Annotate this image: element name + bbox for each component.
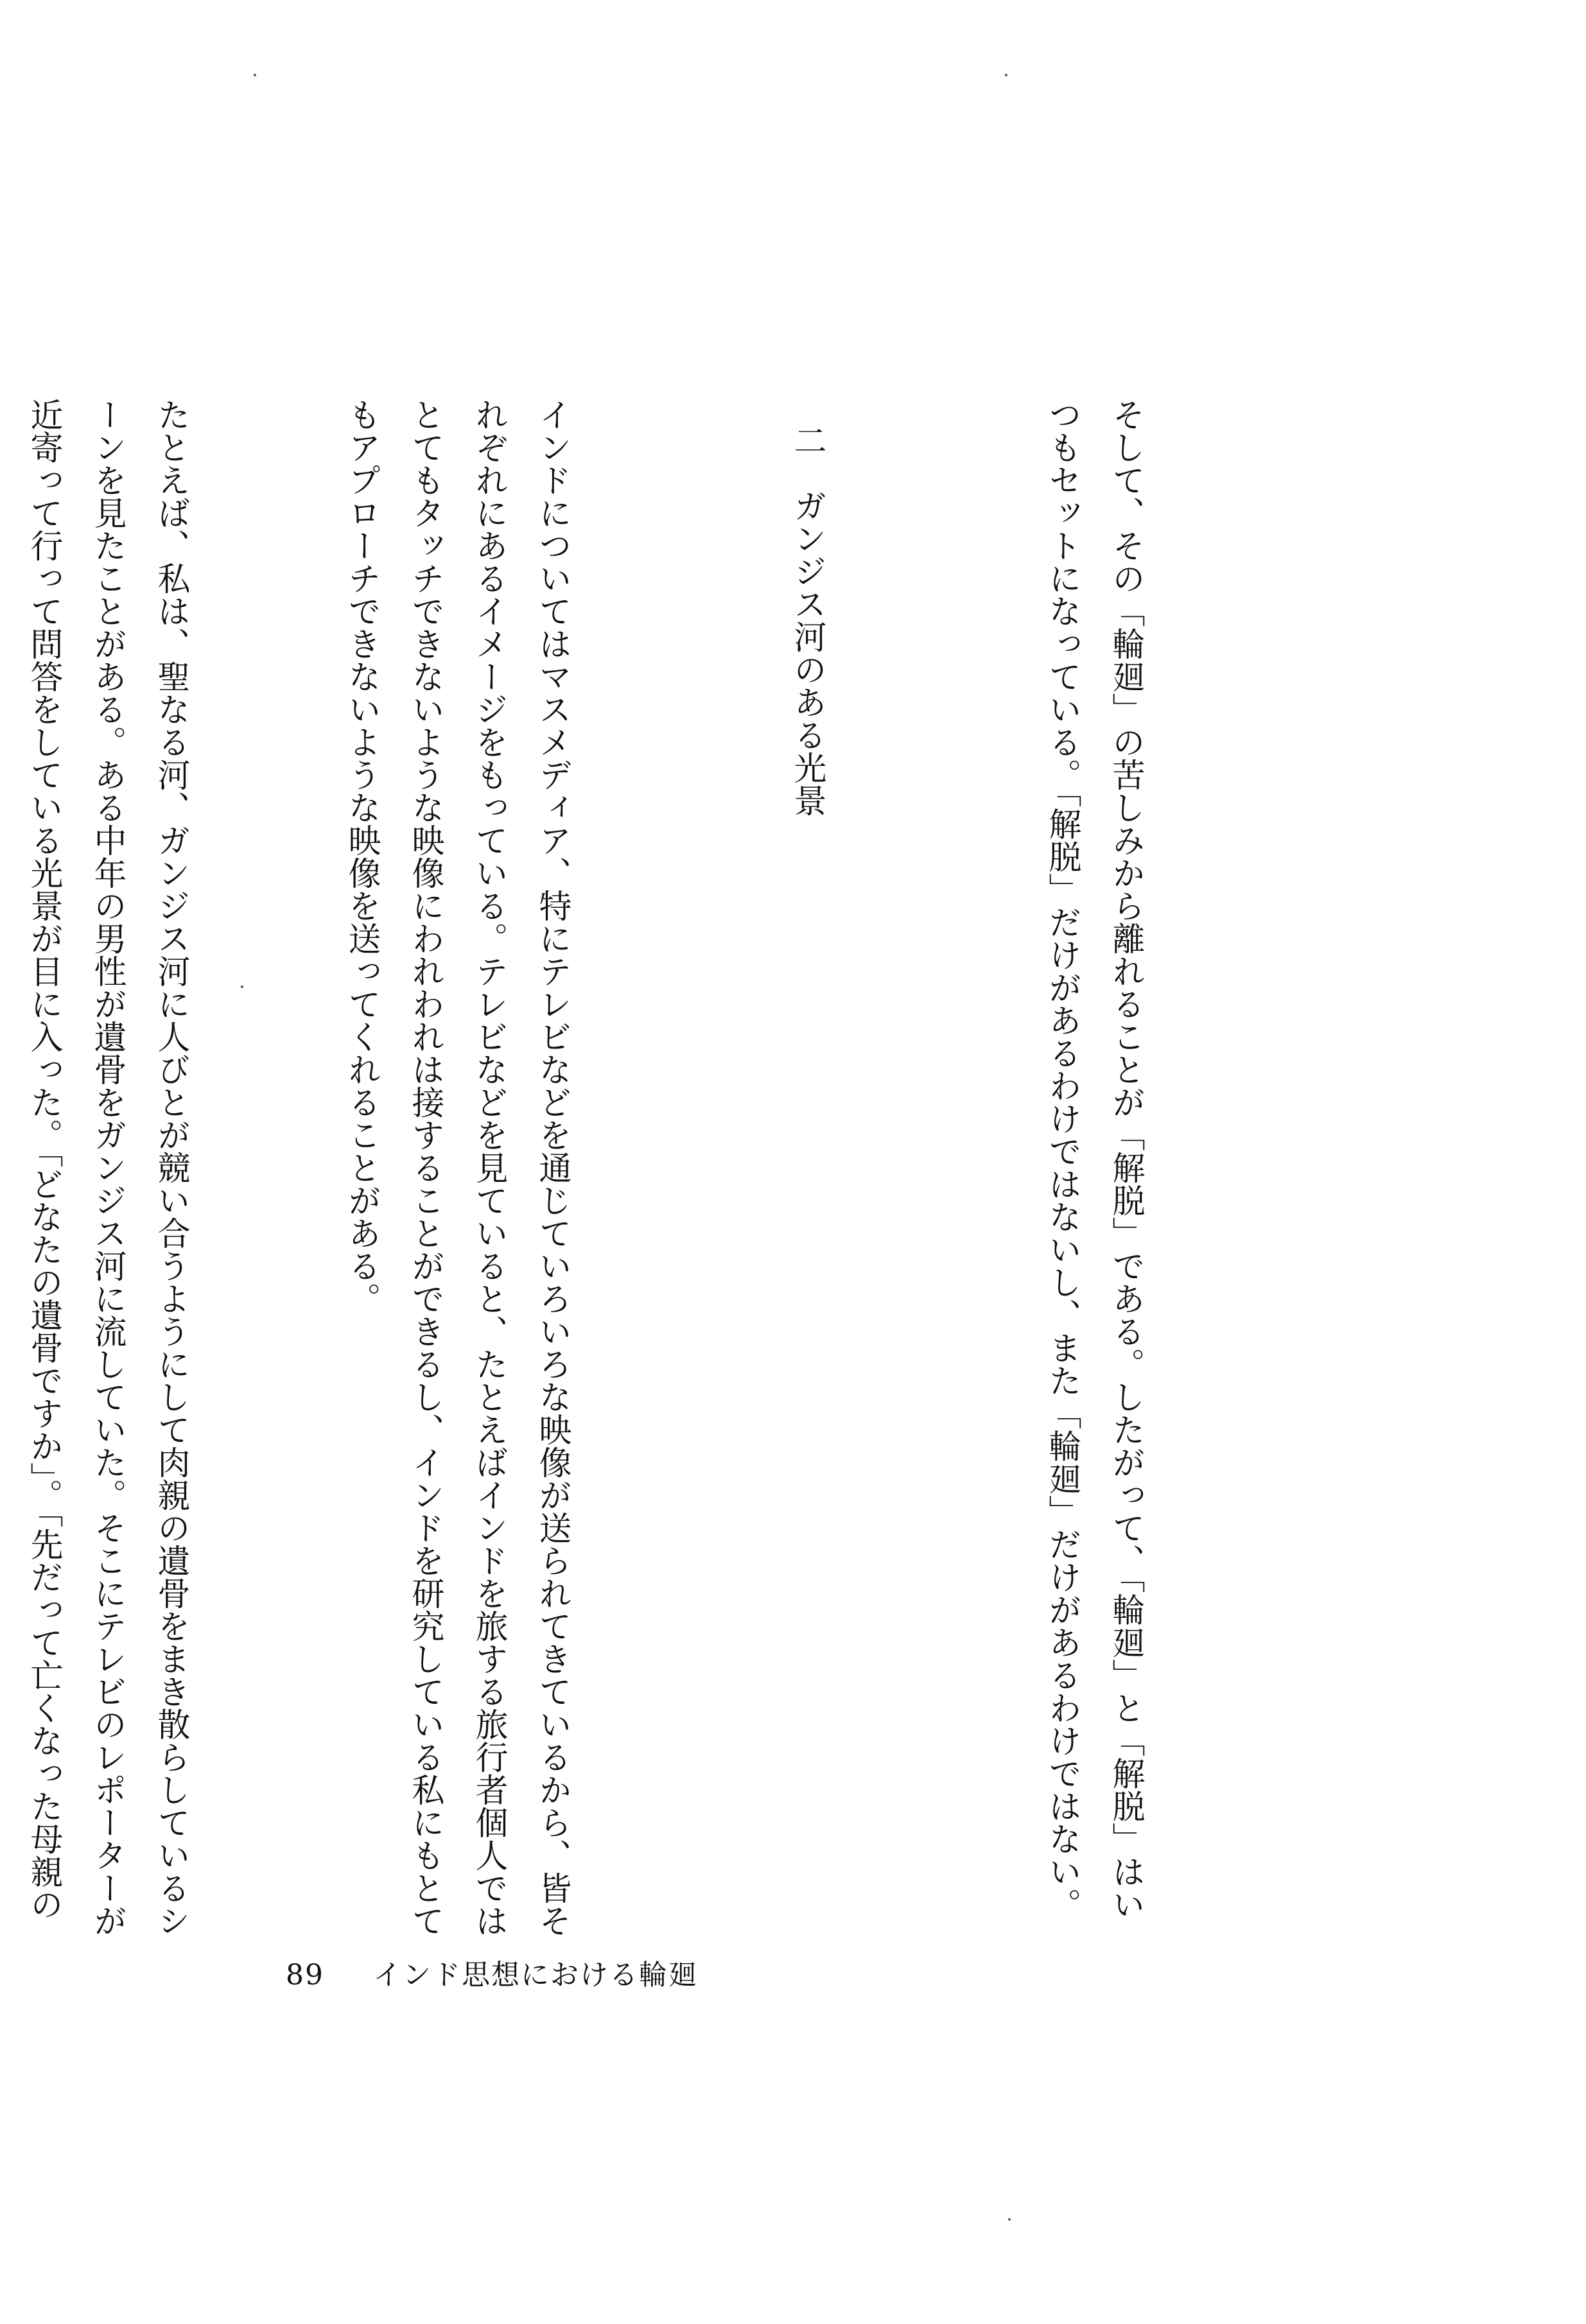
running-title: インド思想における輪廻 — [373, 1959, 698, 1991]
section-heading: 二 ガンジス河のある光景 — [788, 424, 826, 817]
page-footer — [286, 1952, 698, 1993]
scan-speck — [1005, 74, 1007, 76]
scan-speck — [1008, 2218, 1011, 2221]
scan-speck — [241, 985, 243, 988]
scan-speck — [254, 74, 256, 76]
paragraph-intro: そして、その「輪廻」の苦しみから離れることが「解脱」である。したがって、「輪廻」と「解脱」はいつもセットになっている。「解脱」だけがあるわけではないし、また「輪廻」だけがあるわけではない。 — [1043, 398, 1144, 1921]
paragraph-ganges-scene: たとえば、私は、聖なる河、ガンジス河に人びとが競い合うようにして肉親の遺骨をまき散らしているシーンを見たことがある。ある中年の男性が遺骨をガンジス河に流していた。そこにテレビのレポーターが近寄って行って問答をしている光景が目に入った。「どなたの遺骨ですか」。「先だって亡くなった母親の — [24, 398, 189, 1937]
vertical-text-block — [0, 398, 1284, 1939]
paragraph-mass-media: インドについてはマスメディア、特にテレビなどを通じていろいろな映像が送られてきているから、皆それぞれにあるイメージをもっている。テレビなどを見ていると、たとえばインドを旅する旅行者個人ではとてもタッチできないような映像にわれわれは接することができるし、インドを研究している私にもとてもアプローチできないような映像を送ってくれることがある。 — [342, 398, 571, 1937]
page-number: 89 — [286, 1959, 324, 1991]
